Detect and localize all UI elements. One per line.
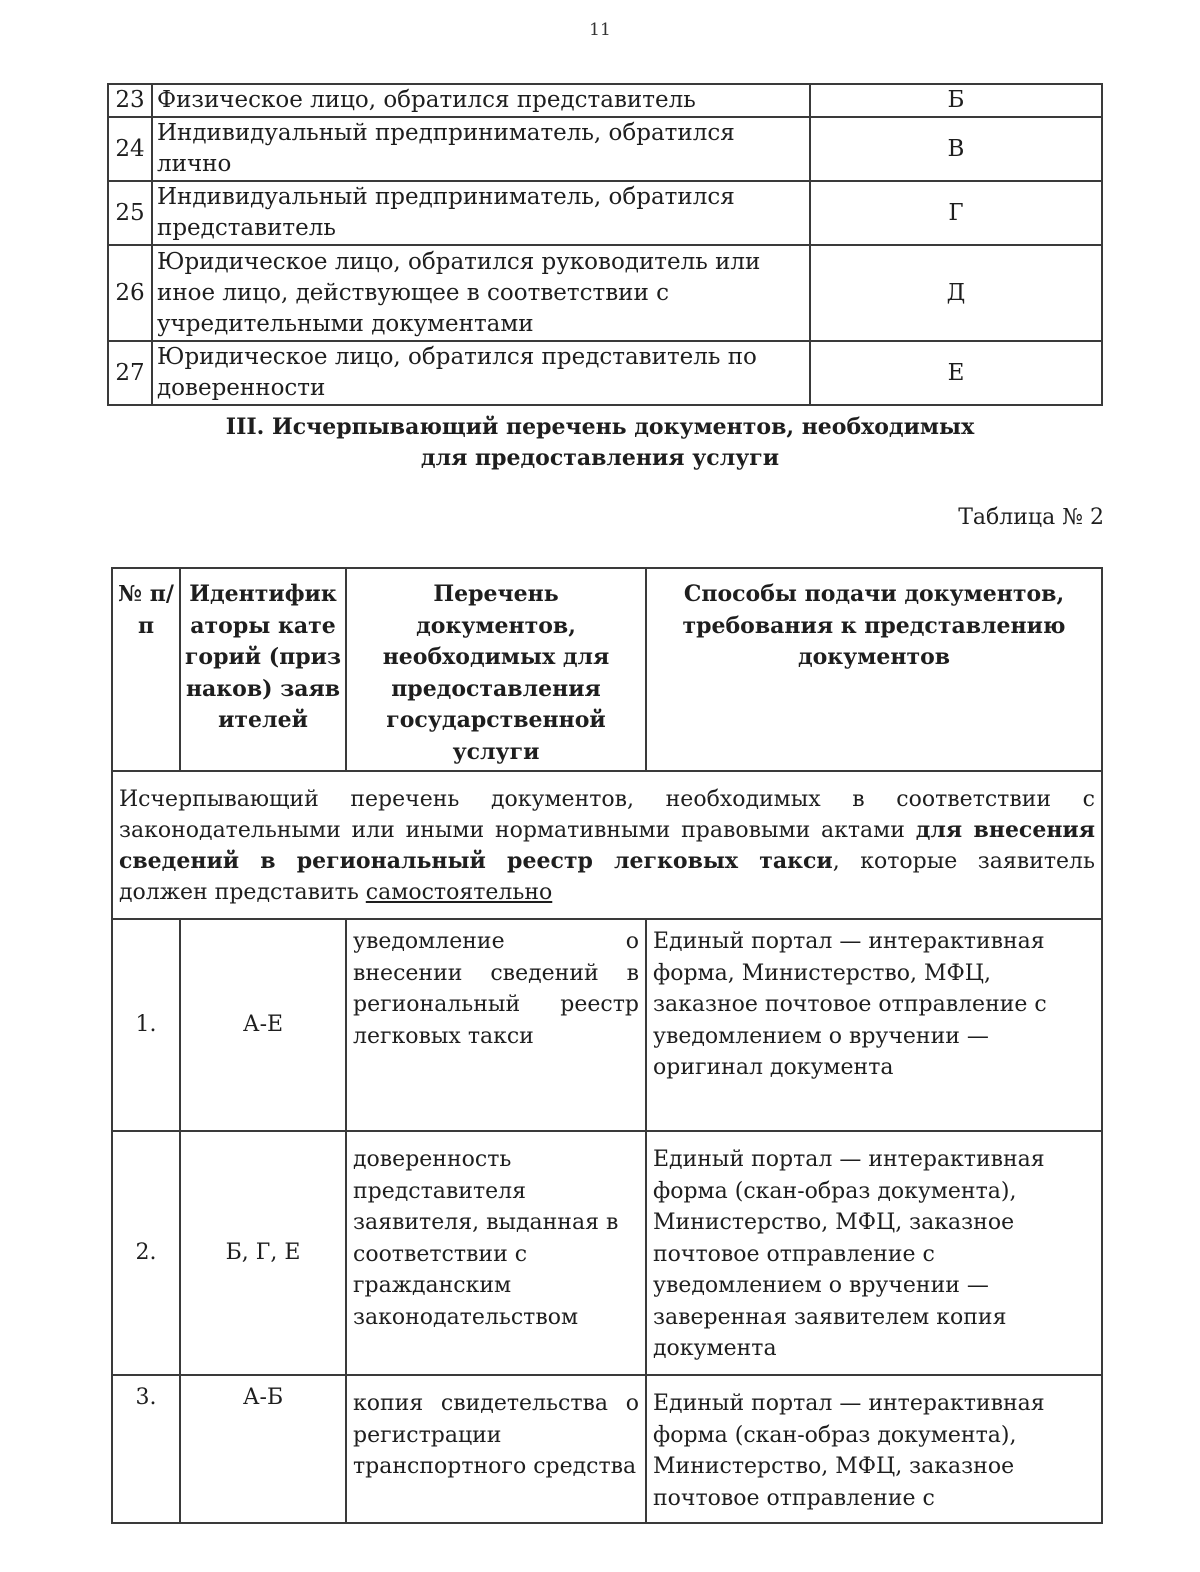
row-identifiers: А-Е [180, 919, 346, 1131]
row-number: 24 [108, 117, 152, 181]
section-heading [0, 412, 1200, 474]
row-number: 25 [108, 181, 152, 245]
row-code: Г [810, 181, 1102, 245]
table-caption: Таблица № 2 [958, 505, 1104, 530]
row-number: 1. [112, 919, 180, 1131]
intro-bold: для внесения сведений в региональный реестр легковых такси [119, 817, 1096, 874]
row-description: Юридическое лицо, обратился руководитель или иное лицо, действующее в соответствии с учредительными документами [152, 245, 810, 341]
row-number: 3. [112, 1375, 180, 1523]
row-description: Физическое лицо, обратился представитель [152, 84, 810, 117]
table-row [112, 1375, 1102, 1523]
table-intro-row [112, 771, 1102, 919]
intro-part-2: , которые заявитель должен представить [119, 849, 1095, 905]
row-code: Е [810, 341, 1102, 405]
row-description: Индивидуальный предприниматель, обратился лично [152, 117, 810, 181]
header-methods: Способы подачи документов, требования к представлению документов [646, 568, 1102, 771]
row-method: Единый портал — интерактивная форма, Министерство, МФЦ, заказное почтовое отправление с уведомлением о вручении — оригинал документа [646, 919, 1102, 1131]
section-heading-line-2: для предоставления услуги [420, 445, 780, 471]
applicant-categories-table [107, 83, 1103, 406]
row-code: Б [810, 84, 1102, 117]
row-identifiers: А-Б [180, 1375, 346, 1523]
table-row [108, 84, 1102, 117]
intro-text [112, 771, 1102, 919]
intro-part-1: Исчерпывающий перечень документов, необходимых в соответствии с законодательными или иными нормативными правовыми актами [119, 787, 1095, 843]
row-document: копия свидетельства о регистрации транспортного средства [346, 1375, 646, 1523]
table-row [112, 1131, 1102, 1375]
row-description: Индивидуальный предприниматель, обратился представитель [152, 181, 810, 245]
intro-underlined: самостоятельно [365, 880, 553, 905]
row-code: Д [810, 245, 1102, 341]
row-description: Юридическое лицо, обратился представитель по доверенности [152, 341, 810, 405]
table-row [112, 919, 1102, 1131]
section-heading-line-1: III. Исчерпывающий перечень документов, необходимых [225, 414, 975, 440]
table-row [108, 341, 1102, 405]
table-row [108, 181, 1102, 245]
header-num: № п/п [112, 568, 180, 771]
row-number: 26 [108, 245, 152, 341]
row-method: Единый портал — интерактивная форма (скан-образ документа), Министерство, МФЦ, заказное почтовое отправление с уведомлением о вручении — заверенная заявителем копия документа [646, 1131, 1102, 1375]
row-code: В [810, 117, 1102, 181]
header-identifiers: Идентификаторы категорий (признаков) заявителей [180, 568, 346, 771]
row-number: 23 [108, 84, 152, 117]
row-document: уведомление о внесении сведений в региональный реестр легковых такси [346, 919, 646, 1131]
page-number: 11 [589, 20, 611, 40]
row-method: Единый портал — интерактивная форма (скан-образ документа), Министерство, МФЦ, заказное почтовое отправление с [646, 1375, 1102, 1523]
documents-table [111, 567, 1103, 1524]
table-row [108, 117, 1102, 181]
row-number: 2. [112, 1131, 180, 1375]
header-documents: Перечень документов, необходимых для предоставления государственной услуги [346, 568, 646, 771]
row-number: 27 [108, 341, 152, 405]
row-identifiers: Б, Г, Е [180, 1131, 346, 1375]
table-row [108, 245, 1102, 341]
row-document: доверенность представителя заявителя, выданная в соответствии с гражданским законодательством [346, 1131, 646, 1375]
table-header-row [112, 568, 1102, 771]
